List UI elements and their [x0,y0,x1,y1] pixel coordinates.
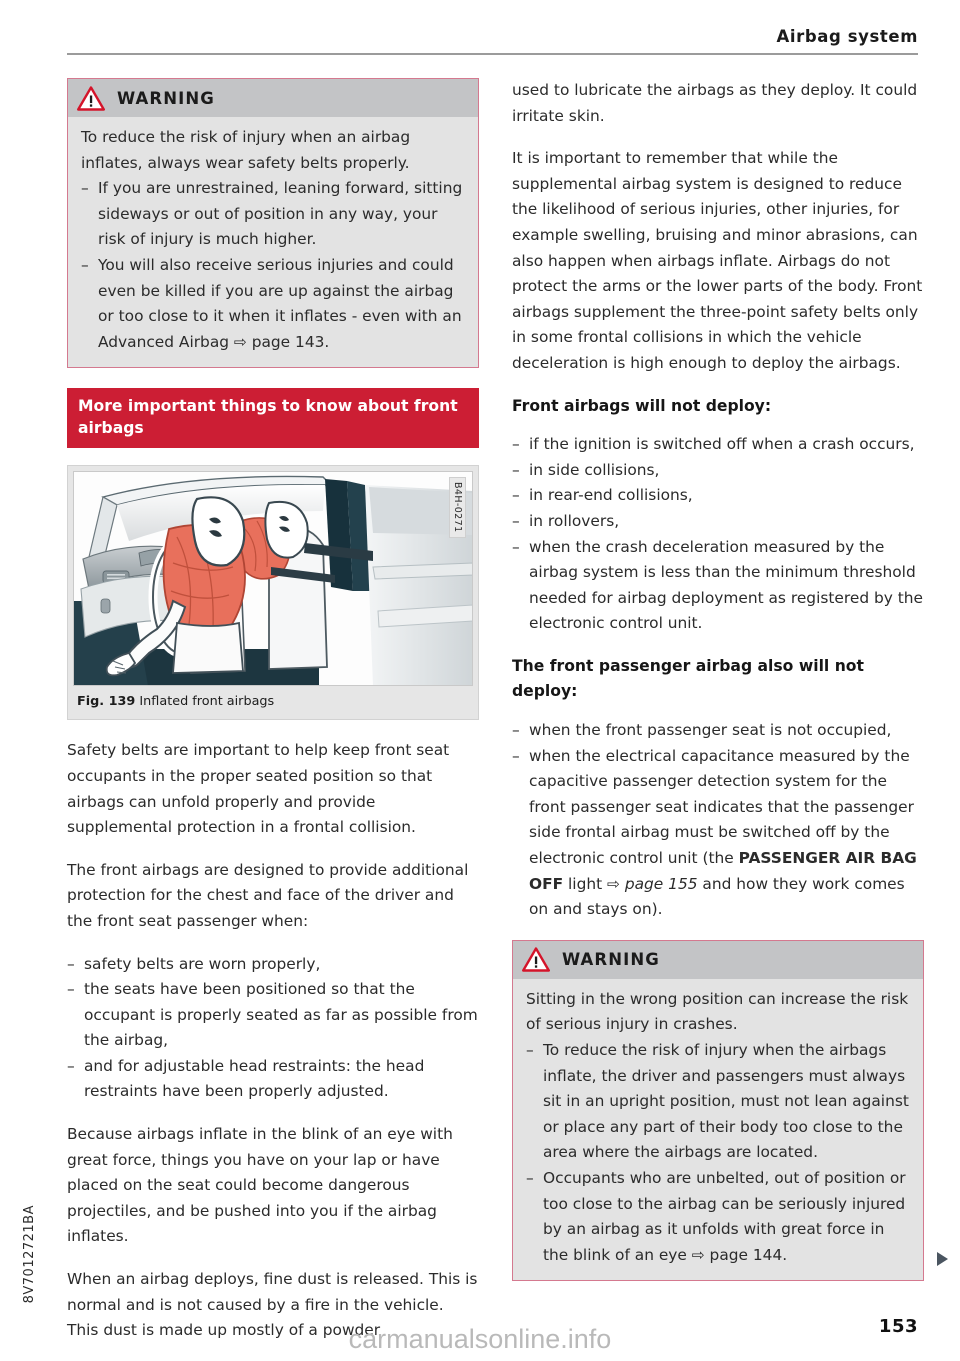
list-item: – in side collisions, [512,458,924,484]
document-part-number: 8V7012721BA [22,1204,37,1303]
subheading-passenger-airbag-will-not-deploy: The front passenger airbag also will not deploy: [512,656,864,701]
warning-triangle-icon [77,86,105,111]
figure-caption-text: Inflated front airbags [139,694,275,710]
header-divider [67,53,918,55]
figure-139 [67,465,479,720]
paragraph: When an airbag deploys, fine dust is released. This is normal and is not caused by a fire in the vehicle. This dust is made up mostly of a powder [67,1270,478,1340]
warning-box-1-title: WARNING [117,88,215,108]
paragraph: The front airbags are designed to provide additional protection for the chest and face of the driver and the front seat passenger when: [67,860,469,930]
figure-caption [73,686,473,719]
figure-image [73,471,473,686]
list-item: – when the crash deceleration measured by the airbag system is less than the minimum threshold needed for airbag deployment as registered by the electronic control unit. [512,535,924,637]
paragraph: It is important to remember that while the supplemental airbag system is designed to reduce the likelihood of serious injuries, other injuries, for example swelling, bruising and minor abrasions, can also happen when airbags inflate. Airbags do not protect the arms or the lower parts of the body. Front airbags supplement the three-point safety belts only in some frontal collisions in which the vehicle deceleration is high enough to deploy the airbags. [512,149,923,372]
paragraph: Safety belts are important to help keep front seat occupants in the proper seated position so that airbags can unfold properly and provide supplemental protection in a frontal collision. [67,741,450,837]
warning-box-1-intro: To reduce the risk of injury when an airbag inflates, always wear safety belts properly. [81,128,411,172]
warning-box-2-intro: Sitting in the wrong position can increase the risk of serious injury in crashes. [526,989,909,1034]
passenger-air-bag-off-label: PASSENGER AIR BAG OFF [529,849,917,893]
section-heading: More important things to know about front airbags [67,388,479,448]
warning-box-2-list [526,1038,910,1268]
warning-box-1-body [68,117,478,367]
list-item-text-a: when the electrical capacitance measured by the capacitive passenger detection system for the front passenger seat indicates that the passenger side frontal airbag must be switched off by the electronic control unit (the [529,746,914,868]
paragraph: used to lubricate the airbags as they deploy. It could irritate skin. [512,81,918,125]
figure-caption-label: Fig. 139 [77,694,136,710]
list-item-text-b: light [563,874,608,893]
page-title: Airbag system [776,27,918,46]
site-watermark: carmanualsonline.info [348,1324,612,1354]
warning-triangle-icon [522,947,550,972]
inflated-front-airbags-illustration [73,471,473,686]
warning-box-1 [67,78,479,368]
list-item: – and for adjustable head restraints: the head restraints have been properly adjusted. [67,1054,479,1105]
warning-box-2-body [513,979,923,1281]
list-item: – Occupants who are unbelted, out of position or too close to the airbag can be seriously injured by an airbag as it unfolds with great force in the blink of an eye ⇨ page 144. [526,1166,910,1268]
list-item-text-c: and how they work comes on and stays on). [529,874,905,919]
list-item: – safety belts are worn properly, [67,952,479,978]
left-column [67,78,479,1344]
list-item: – in rear-end collisions, [512,483,924,509]
list-item: – in rollovers, [512,509,924,535]
warning-box-1-list [81,176,465,355]
front-airbags-not-deploy-list [512,432,924,637]
page-reference-155: ⇨ page 155 [607,874,698,893]
page-number: 153 [878,1316,918,1337]
list-item: – when the front passenger seat is not occupied, [512,718,924,744]
list-item: – To reduce the risk of injury when the airbags inflate, the driver and passengers must always sit in an upright position, must not lean against or place any part of their body too close to the area where the airbags are located. [526,1038,910,1166]
figure-id-label: B4H-0271 [449,477,466,538]
subheading-front-airbags-will-not-deploy: Front airbags will not deploy: [512,396,772,415]
passenger-airbag-not-deploy-list [512,718,924,923]
paragraph: Because airbags inflate in the blink of an eye with great force, things you have on your lap or have placed on the seat could become dangerous projectiles, and be pushed into you if the airbag inflates. [67,1125,453,1246]
right-column [512,78,924,1301]
list-item: – If you are unrestrained, leaning forward, sitting sideways or out of position in any way, your risk of injury is much higher. [81,176,465,253]
warning-box-2 [512,940,924,1282]
warning-box-1-header [68,79,478,117]
list-item: – if the ignition is switched off when a crash occurs, [512,432,924,458]
list-item [512,744,924,923]
continuation-arrow-icon [937,1252,948,1266]
warning-box-2-header [513,941,923,979]
list-item: – the seats have been positioned so that the occupant is properly seated as far as possible from the airbag, [67,977,479,1054]
left-column-list [67,952,479,1106]
warning-box-2-title: WARNING [562,950,660,970]
list-item: – You will also receive serious injuries and could even be killed if you are up against the airbag or too close to it when it inflates - even with an Advanced Airbag ⇨ page 143. [81,253,465,355]
